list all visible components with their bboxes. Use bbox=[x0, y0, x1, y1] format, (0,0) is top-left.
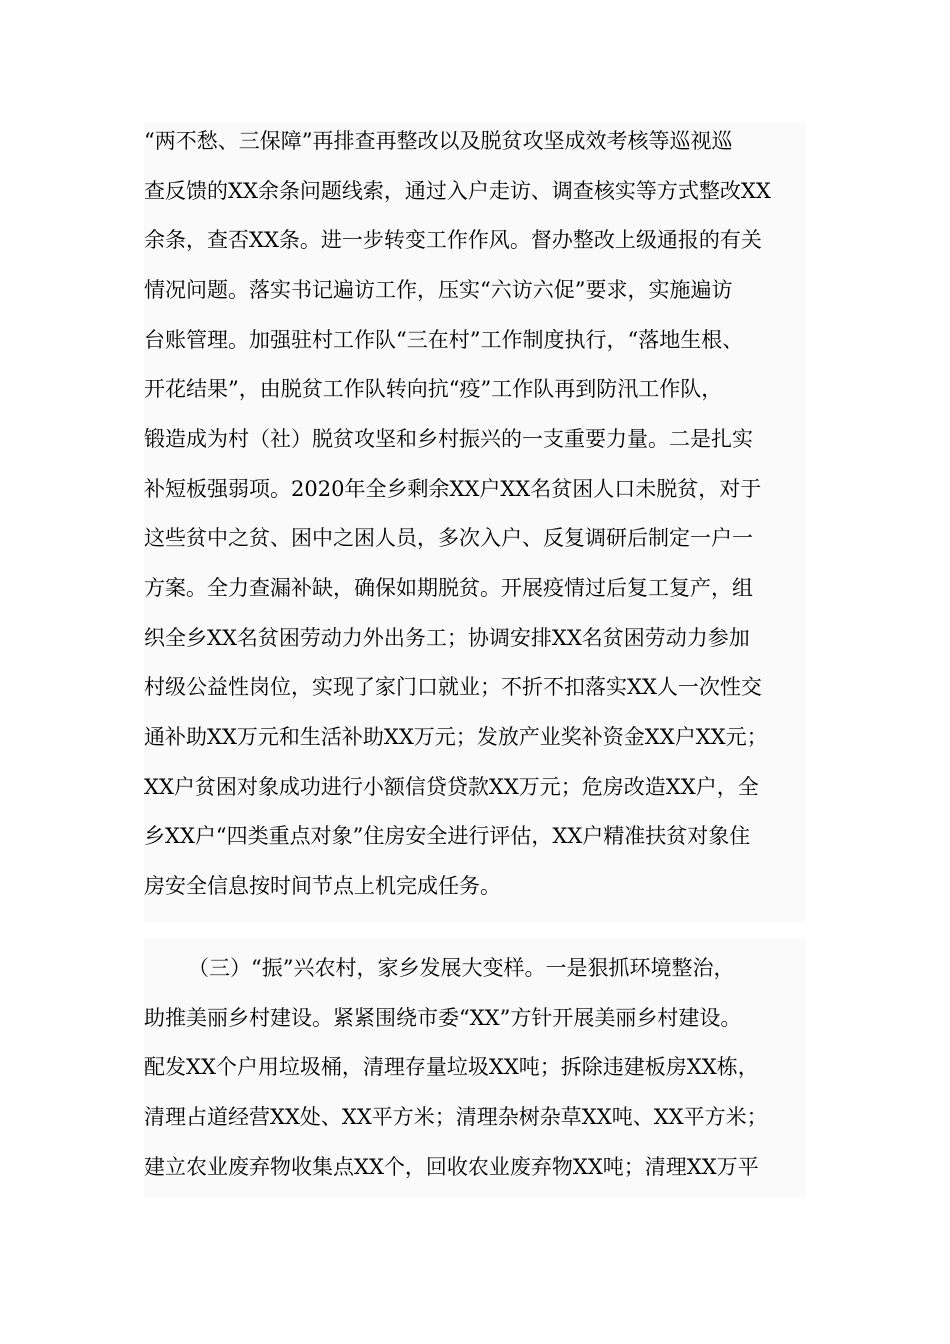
paragraph-2 bbox=[144, 938, 806, 1198]
text-line: 清理占道经营XX处、XX平方米；清理杂树杂草XX吨、XX平方米； bbox=[144, 1105, 768, 1129]
text-line: 情况问题。落实书记遍访工作，压实“六访六促”要求，实施遍访 bbox=[144, 278, 733, 302]
text-line: 锻造成为村（社）脱贫攻坚和乡村振兴的一支重要力量。二是扎实 bbox=[144, 427, 753, 451]
text-line: （三）“振”兴农村，家乡发展大变样。一是狠抓环境整治， bbox=[188, 956, 735, 980]
text-line: 通补助XX万元和生活补助XX万元；发放产业奖补资金XX户XX元； bbox=[144, 725, 768, 749]
text-line: 房安全信息按时间节点上机完成任务。 bbox=[144, 874, 501, 898]
text-line: 开花结果”，由脱贫工作队转向抗“疫”工作队再到防汛工作队， bbox=[144, 377, 723, 401]
text-line: 方案。全力查漏补缺，确保如期脱贫。开展疫情过后复工复产，组 bbox=[144, 576, 753, 600]
text-line: 村级公益性岗位，实现了家门口就业；不折不扣落实XX人一次性交 bbox=[144, 675, 762, 699]
text-line: 助推美丽乡村建设。紧紧围绕市委“XX”方针开展美丽乡村建设。 bbox=[144, 1006, 742, 1030]
paragraph-1 bbox=[144, 122, 806, 922]
text-line: 补短板强弱项。2020年全乡剩余XX户XX名贫困人口未脱贫，对于 bbox=[144, 477, 762, 501]
text-line: XX户贫困对象成功进行小额信贷贷款XX万元；危房改造XX户，全 bbox=[144, 775, 759, 799]
text-line: 这些贫中之贫、困中之困人员，多次入户、反复调研后制定一户一 bbox=[144, 526, 753, 550]
text-line: 建立农业废弃物收集点XX个，回收农业废弃物XX吨；清理XX万平 bbox=[144, 1155, 759, 1179]
text-line: 台账管理。加强驻村工作队“三在村”工作制度执行，“落地生根、 bbox=[144, 328, 744, 352]
text-line: 配发XX个户用垃圾桶，清理存量垃圾XX吨；拆除违建板房XX栋， bbox=[144, 1055, 759, 1079]
text-line: “两不愁、三保障”再排查再整改以及脱贫攻坚成效考核等巡视巡 bbox=[144, 129, 733, 153]
text-line: 查反馈的XX余条问题线索，通过入户走访、调查核实等方式整改XX bbox=[144, 179, 771, 203]
text-line: 织全乡XX名贫困劳动力外出务工；协调安排XX名贫困劳动力参加 bbox=[144, 626, 750, 650]
text-line: 余条，查否XX条。进一步转变工作作风。督办整改上级通报的有关 bbox=[144, 228, 762, 252]
text-line: 乡XX户“四类重点对象”住房安全进行评估，XX户精准扶贫对象住 bbox=[144, 824, 751, 848]
